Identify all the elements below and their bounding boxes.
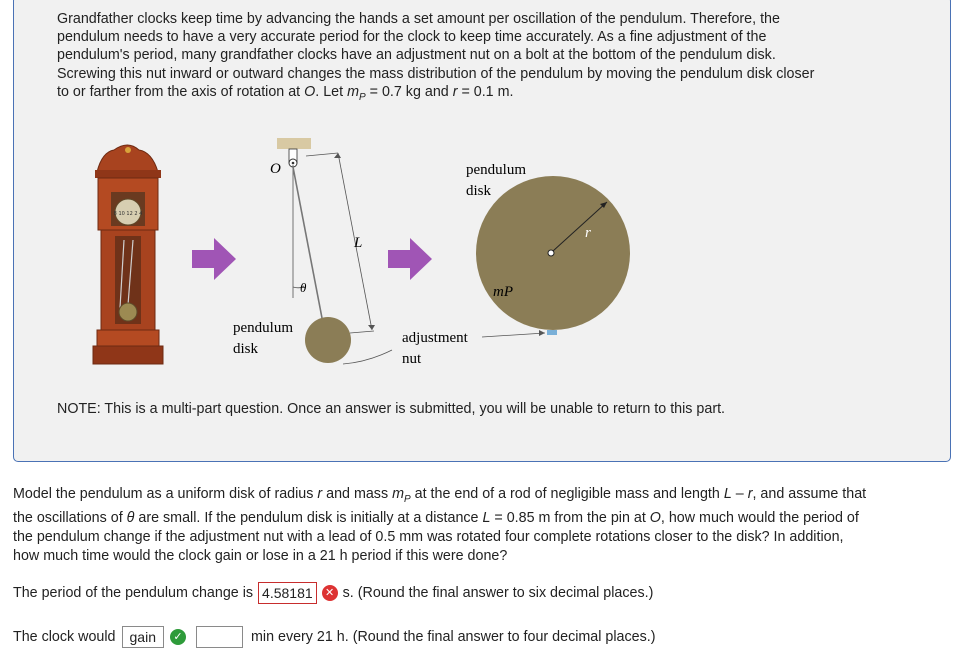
intro-line: pendulum needs to have a very accurate period for the clock to keep time accurately. As a fine adjustment of the xyxy=(57,29,767,46)
adjustment-nut-label: adjustment xyxy=(402,330,468,346)
disk-label: disk xyxy=(466,183,492,199)
correct-icon: ✓ xyxy=(170,629,186,645)
pendulum-disk-label: pendulum xyxy=(233,320,293,336)
gain-lose-select[interactable]: gain xyxy=(122,626,164,648)
label-r: r xyxy=(585,225,591,241)
pendulum-sketch xyxy=(233,138,392,364)
minutes-answer-input[interactable] xyxy=(196,626,243,648)
incorrect-icon: ✕ xyxy=(322,585,338,601)
arrow-icon xyxy=(388,238,432,280)
label-theta: θ xyxy=(300,280,307,295)
question-line: how much time would the clock gain or lose in a 21 h period if this were done? xyxy=(13,548,508,565)
disk-label: pendulum xyxy=(466,162,526,178)
question-line: the pendulum change if the adjustment nut with a lead of 0.5 mm was rotated four complete rotations closer to the disk? In addition, xyxy=(13,529,844,546)
answer-row-period xyxy=(13,582,653,604)
label-o: O xyxy=(270,161,281,177)
disk-detail xyxy=(402,162,630,367)
answer-prefix: The period of the pendulum change is xyxy=(13,585,254,601)
intro-line: Grandfather clocks keep time by advancing the hands a set amount per oscillation of the pendulum. Therefore, the xyxy=(57,11,780,27)
note-text: NOTE: This is a multi-part question. Once an answer is submitted, you will be unable to return to this part. xyxy=(57,401,726,417)
label-l: L xyxy=(354,235,363,251)
clock-dial-text: 8 10 12 2 4 xyxy=(113,211,143,217)
label-mp: mP xyxy=(493,284,513,300)
adjustment-nut-label: nut xyxy=(402,351,422,367)
period-answer-input[interactable]: 4.58181 xyxy=(258,582,317,604)
intro-line: pendulum's period, many grandfather clocks have an adjustment nut on a bolt at the bottom of the pendulum disk. xyxy=(57,47,776,64)
answer-row-clock xyxy=(13,626,655,648)
question-text xyxy=(13,485,959,567)
question-line: the oscillations of θ are small. If the pendulum disk is initially at a distance L = 0.85 m from the pin at O, how much would the period of xyxy=(13,510,859,527)
pendulum-disk-label: disk xyxy=(233,341,259,357)
intro-line: Screwing this nut inward or outward changes the mass distribution of the pendulum by moving the pendulum disk closer xyxy=(57,65,815,82)
answer-suffix: min every 21 h. (Round the final answer to four decimal places.) xyxy=(250,629,656,645)
arrow-icon xyxy=(192,238,236,280)
answer-suffix: s. (Round the final answer to six decimal places.) xyxy=(342,585,654,601)
intro-line: to or farther from the axis of rotation at O. Let $m_P = 0.7$ kg and r = 0.1 m. xyxy=(57,83,514,103)
answer-prefix: The clock would xyxy=(13,629,116,645)
grandfather-clock-image xyxy=(93,145,163,364)
question-line: Model the pendulum as a uniform disk of radius r and mass $m_P$ at the end of a rod of negligible mass and length L – r, and assume that xyxy=(13,486,867,505)
